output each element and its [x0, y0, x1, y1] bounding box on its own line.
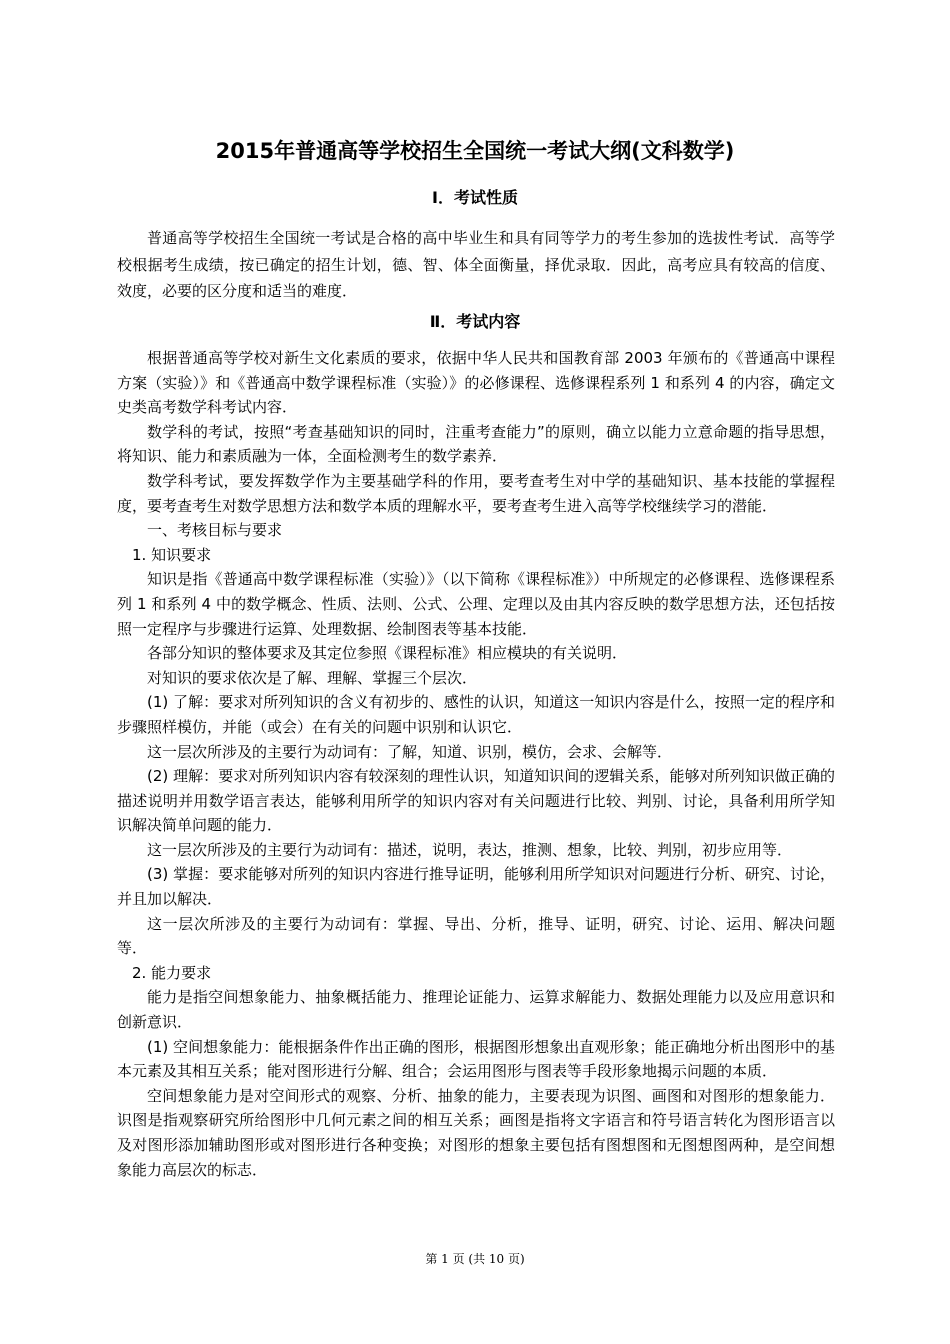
paragraph: 对知识的要求依次是了解、理解、掌握三个层次．: [147, 668, 478, 687]
paragraph: 根据普通高等学校对新生文化素质的要求，依据中华人民共和国教育部 2003 年颁布的《普通高中课程方案（实验）》和《普通高中数学课程标准（实验）》的必修课程、选修课程系列 1 和系列 4 的内容，确定文史类高考数学科考试内容．: [117, 349, 835, 417]
paragraph: 数学科的考试，按照“考查基础知识的同时，注重考查能力”的原则，确立以能力立意命题的指导思想，将知识、能力和素质融为一体，全面检测考生的数学素养．: [117, 422, 835, 466]
paragraph: (3) 掌握：要求能够对所列的知识内容进行推导证明，能够利用所学知识对问题进行分析、研究、讨论，并且加以解决．: [117, 865, 835, 909]
paragraph: 这一层次所涉及的主要行为动词有：描述，说明，表达，推测、想象，比较、判别，初步应用等．: [147, 840, 793, 859]
paragraph: 数学科考试，要发挥数学作为主要基础学科的作用，要考查考生对中学的基础知识、基本技能的掌握程度，要考查考生对数学思想方法和数学本质的理解水平，要考查考生进入高等学校继续学习的潜能．: [117, 471, 835, 515]
paragraph: (2) 理解：要求对所列知识内容有较深刻的理性认识，知道知识间的逻辑关系，能够对所列知识做正确的描述说明并用数学语言表达，能够利用所学的知识内容对有关问题进行比较、判别、讨论，具备利用所学知识解决简单问题的能力．: [117, 767, 835, 835]
section-heading-exam-content: Ⅱ．考试内容: [429, 312, 521, 331]
paragraph: 空间想象能力是对空间形式的观察、分析、抽象的能力，主要表现为识图、画图和对图形的想象能力．识图是指观察研究所给图形中几何元素之间的相互关系；画图是指将文字语言和符号语言转化为图形语言以及对图形添加辅助图形或对图形进行各种变换；对图形的想象主要包括有图想图和无图想图两种，是空间想象能力高层次的标志．: [117, 1086, 835, 1179]
section-body-exam-nature: [117, 225, 835, 305]
paragraph: 能力是指空间想象能力、抽象概括能力、推理论证能力、运算求解能力、数据处理能力以及应用意识和创新意识．: [117, 988, 835, 1032]
paragraph: (1) 了解：要求对所列知识的含义有初步的、感性的认识，知道这一知识内容是什么，按照一定的程序和步骤照样模仿，并能（或会）在有关的问题中识别和认识它．: [117, 693, 835, 736]
paragraph: 知识是指《普通高中数学课程标准（实验）》（以下简称《课程标准》）中所规定的必修课程、选修课程系列 1 和系列 4 中的数学概念、性质、法则、公式、公理、定理以及由其内容反映的数学思想方法，还包括按照一定程序与步骤进行运算、处理数据、绘制图表等基本技能．: [117, 570, 835, 638]
document-title: 2015年普通高等学校招生全国统一考试大纲(文科数学): [215, 139, 735, 163]
subheading-ability-requirements: 2. 能力要求: [132, 963, 212, 982]
paragraph: (1) 空间想象能力：能根据条件作出正确的图形，根据图形想象出直观形象；能正确地分析出图形中的基本元素及其相互关系；能对图形进行分解、组合；会运用图形与图表等手段形象地揭示问题的本质．: [117, 1037, 835, 1081]
page-footer: 第 1 页 (共 10 页): [425, 1252, 525, 1266]
subheading-knowledge-requirements: 1. 知识要求: [132, 545, 212, 564]
paragraph: 这一层次所涉及的主要行为动词有：了解，知道、识别，模仿，会求、会解等．: [147, 742, 673, 761]
section-heading-exam-nature: Ⅰ．考试性质: [432, 188, 518, 207]
subheading-assessment-goals: 一、考核目标与要求: [147, 521, 283, 540]
paragraph: 普通高等学校招生全国统一考试是合格的高中毕业生和具有同等学力的考生参加的选拔性考试．高等学校根据考生成绩，按已确定的招生计划，德、智、体全面衡量，择优录取．因此，高考应具有较高的信度、效度，必要的区分度和适当的难度．: [117, 229, 835, 300]
section-body-exam-content: [117, 346, 835, 1182]
paragraph: 这一层次所涉及的主要行为动词有：掌握、导出、分析，推导、证明，研究、讨论、运用、解决问题等．: [117, 914, 835, 958]
paragraph: 各部分知识的整体要求及其定位参照《课程标准》相应模块的有关说明．: [147, 644, 628, 663]
